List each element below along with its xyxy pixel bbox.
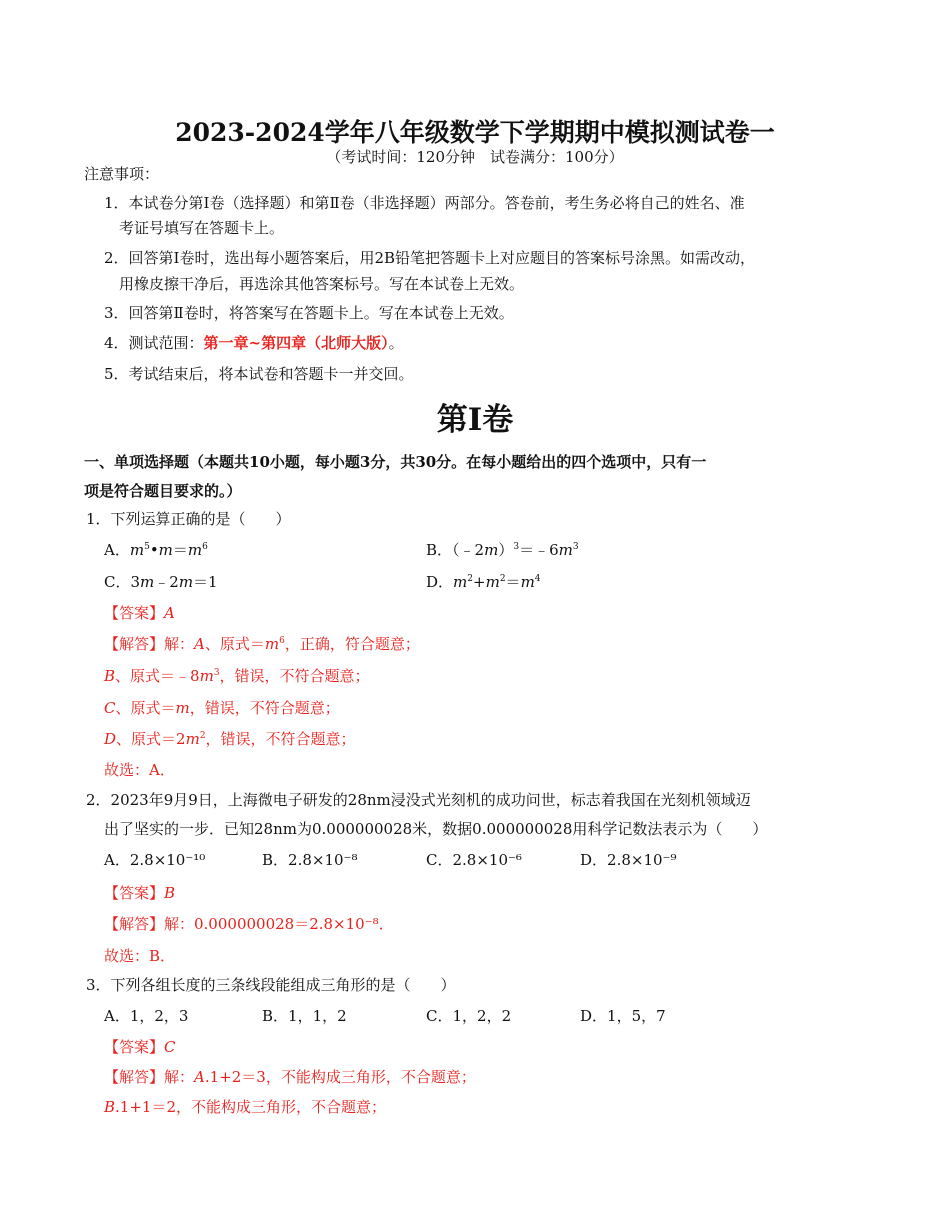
page-title: 2023-2024学年八年级数学下学期期中模拟测试卷一: [175, 118, 775, 147]
exam-info: （考试时间：120分钟 试卷满分：100分）: [326, 148, 624, 166]
q2-explanation: 【解答】解：0.000000028＝2.8×10⁻⁸．: [104, 915, 394, 933]
q3-exp-b-text: .1+1＝2，不能构成三角形，不合题意；: [115, 1098, 386, 1116]
q1-exp-b-letter: B: [104, 667, 116, 685]
q1-option-b-label: B．: [426, 541, 453, 559]
q3-stem: 3．下列各组长度的三条线段能组成三角形的是（ ）: [86, 976, 456, 994]
q3-option-b: B．1，1，2: [262, 1007, 347, 1025]
q1-exp-a-letter: A: [194, 635, 205, 653]
q2-option-b: B．2.8×10⁻⁸: [262, 851, 358, 869]
notice-item-4-suffix: 。: [388, 334, 404, 352]
q3-explanation-b: [104, 1097, 386, 1117]
q1-explanation-d: D、原式$=2m^2$，错误，不符合题意；: [104, 730, 356, 748]
q3-exp-a-text: .1+2＝3，不能构成三角形，不合题意；: [204, 1068, 476, 1086]
q1-option-d-label: D．: [426, 573, 454, 591]
q1-option-a-label: A．: [104, 541, 130, 559]
notice-item-2b: 用橡皮擦干净后，再选涂其他答案标号。写在本试卷上无效。: [119, 275, 525, 293]
q1-option-c-label: C．: [104, 573, 131, 591]
q3-exp-a-letter: A: [194, 1068, 205, 1086]
notice-item-2a: 2．回答第Ⅰ卷时，选出每小题答案后，用2B铅笔把答题卡上对应题目的答案标号涂黑。如需改动，: [104, 249, 756, 267]
q1-answer-value: A: [164, 604, 175, 622]
notice-item-4: [104, 333, 404, 353]
q1-explanation-a: 【解答】解：A、原式$=m^6$，正确，符合题意；: [104, 635, 420, 653]
q1-explanation-label: 【解答】解：: [104, 635, 195, 653]
notice-heading: 注意事项：: [84, 165, 160, 183]
q1-conclusion: 故选：A．: [104, 761, 175, 779]
q1-answer: [104, 603, 175, 623]
q3-answer-label: 【答案】: [104, 1038, 165, 1056]
q2-stem-b: 出了坚实的一步．已知28nm为0.000000028米，数据0.000000028用科学记数法表示为（ ）: [104, 820, 768, 838]
section-title: 第Ⅰ卷: [436, 402, 514, 438]
q1-answer-label: 【答案】: [104, 604, 165, 622]
q3-answer: [104, 1037, 176, 1057]
q3-answer-value: C: [164, 1038, 176, 1056]
q1-explanation-b: B、原式$=﹣8m^3$，错误，不符合题意；: [104, 667, 370, 685]
q3-exp-b-letter: B: [104, 1098, 116, 1116]
notice-item-4-prefix: 4．测试范围：: [104, 334, 204, 352]
notice-item-3: 3．回答第Ⅱ卷时，将答案写在答题卡上。写在本试卷上无效。: [104, 304, 514, 322]
q2-option-a: A．2.8×10⁻¹⁰: [104, 851, 206, 869]
q2-option-d: D．2.8×10⁻⁹: [580, 851, 677, 869]
q2-answer: [104, 883, 175, 903]
q1-option-a: A．$m^5•m=m^6$: [104, 541, 208, 559]
q3-explanation-label: 【解答】解：: [104, 1068, 195, 1086]
q1-stem: 1．下列运算正确的是（ ）: [86, 510, 291, 528]
q1-exp-c-letter: C: [104, 699, 116, 717]
notice-item-1a: 1．本试卷分第Ⅰ卷（选择题）和第Ⅱ卷（非选择题）两部分。答卷前，考生务必将自己的姓名、准: [104, 194, 745, 212]
q2-answer-value: B: [164, 884, 176, 902]
q1-explanation-c: C、原式＝m，错误，不符合题意；: [104, 699, 340, 717]
q3-option-d: D．1，5，7: [580, 1007, 666, 1025]
q3-option-c: C．1，2，2: [426, 1007, 512, 1025]
q2-conclusion: 故选：B．: [104, 947, 176, 965]
q2-stem-a: 2．2023年9月9日，上海微电子研发的28nm浸没式光刻机的成功问世，标志着我国在光刻机领域迈: [86, 791, 751, 809]
q1-exp-d-letter: D: [104, 730, 117, 748]
q2-answer-label: 【答案】: [104, 884, 165, 902]
part1-heading-a: 一、单项选择题（本题共10小题，每小题3分，共30分。在每小题给出的四个选项中，只有一: [84, 453, 707, 471]
notice-item-5: 5．考试结束后，将本试卷和答题卡一并交回。: [104, 365, 414, 383]
q1-option-d: D．$m^2+m^2=m^4$: [426, 573, 541, 591]
q2-option-c: C．2.8×10⁻⁶: [426, 851, 522, 869]
q1-option-c: C．3m﹣2m＝1: [104, 573, 218, 591]
q1-option-b: B．$(﹣2m)^3=﹣6m^3$: [426, 541, 579, 559]
q3-option-a: A．1，2，3: [104, 1007, 189, 1025]
q3-explanation-a: [104, 1067, 476, 1087]
notice-item-1b: 考证号填写在答题卡上。: [119, 219, 285, 237]
test-range: 第一章~第四章（北师大版）: [203, 334, 389, 352]
part1-heading-b: 项是符合题目要求的。）: [84, 482, 242, 500]
